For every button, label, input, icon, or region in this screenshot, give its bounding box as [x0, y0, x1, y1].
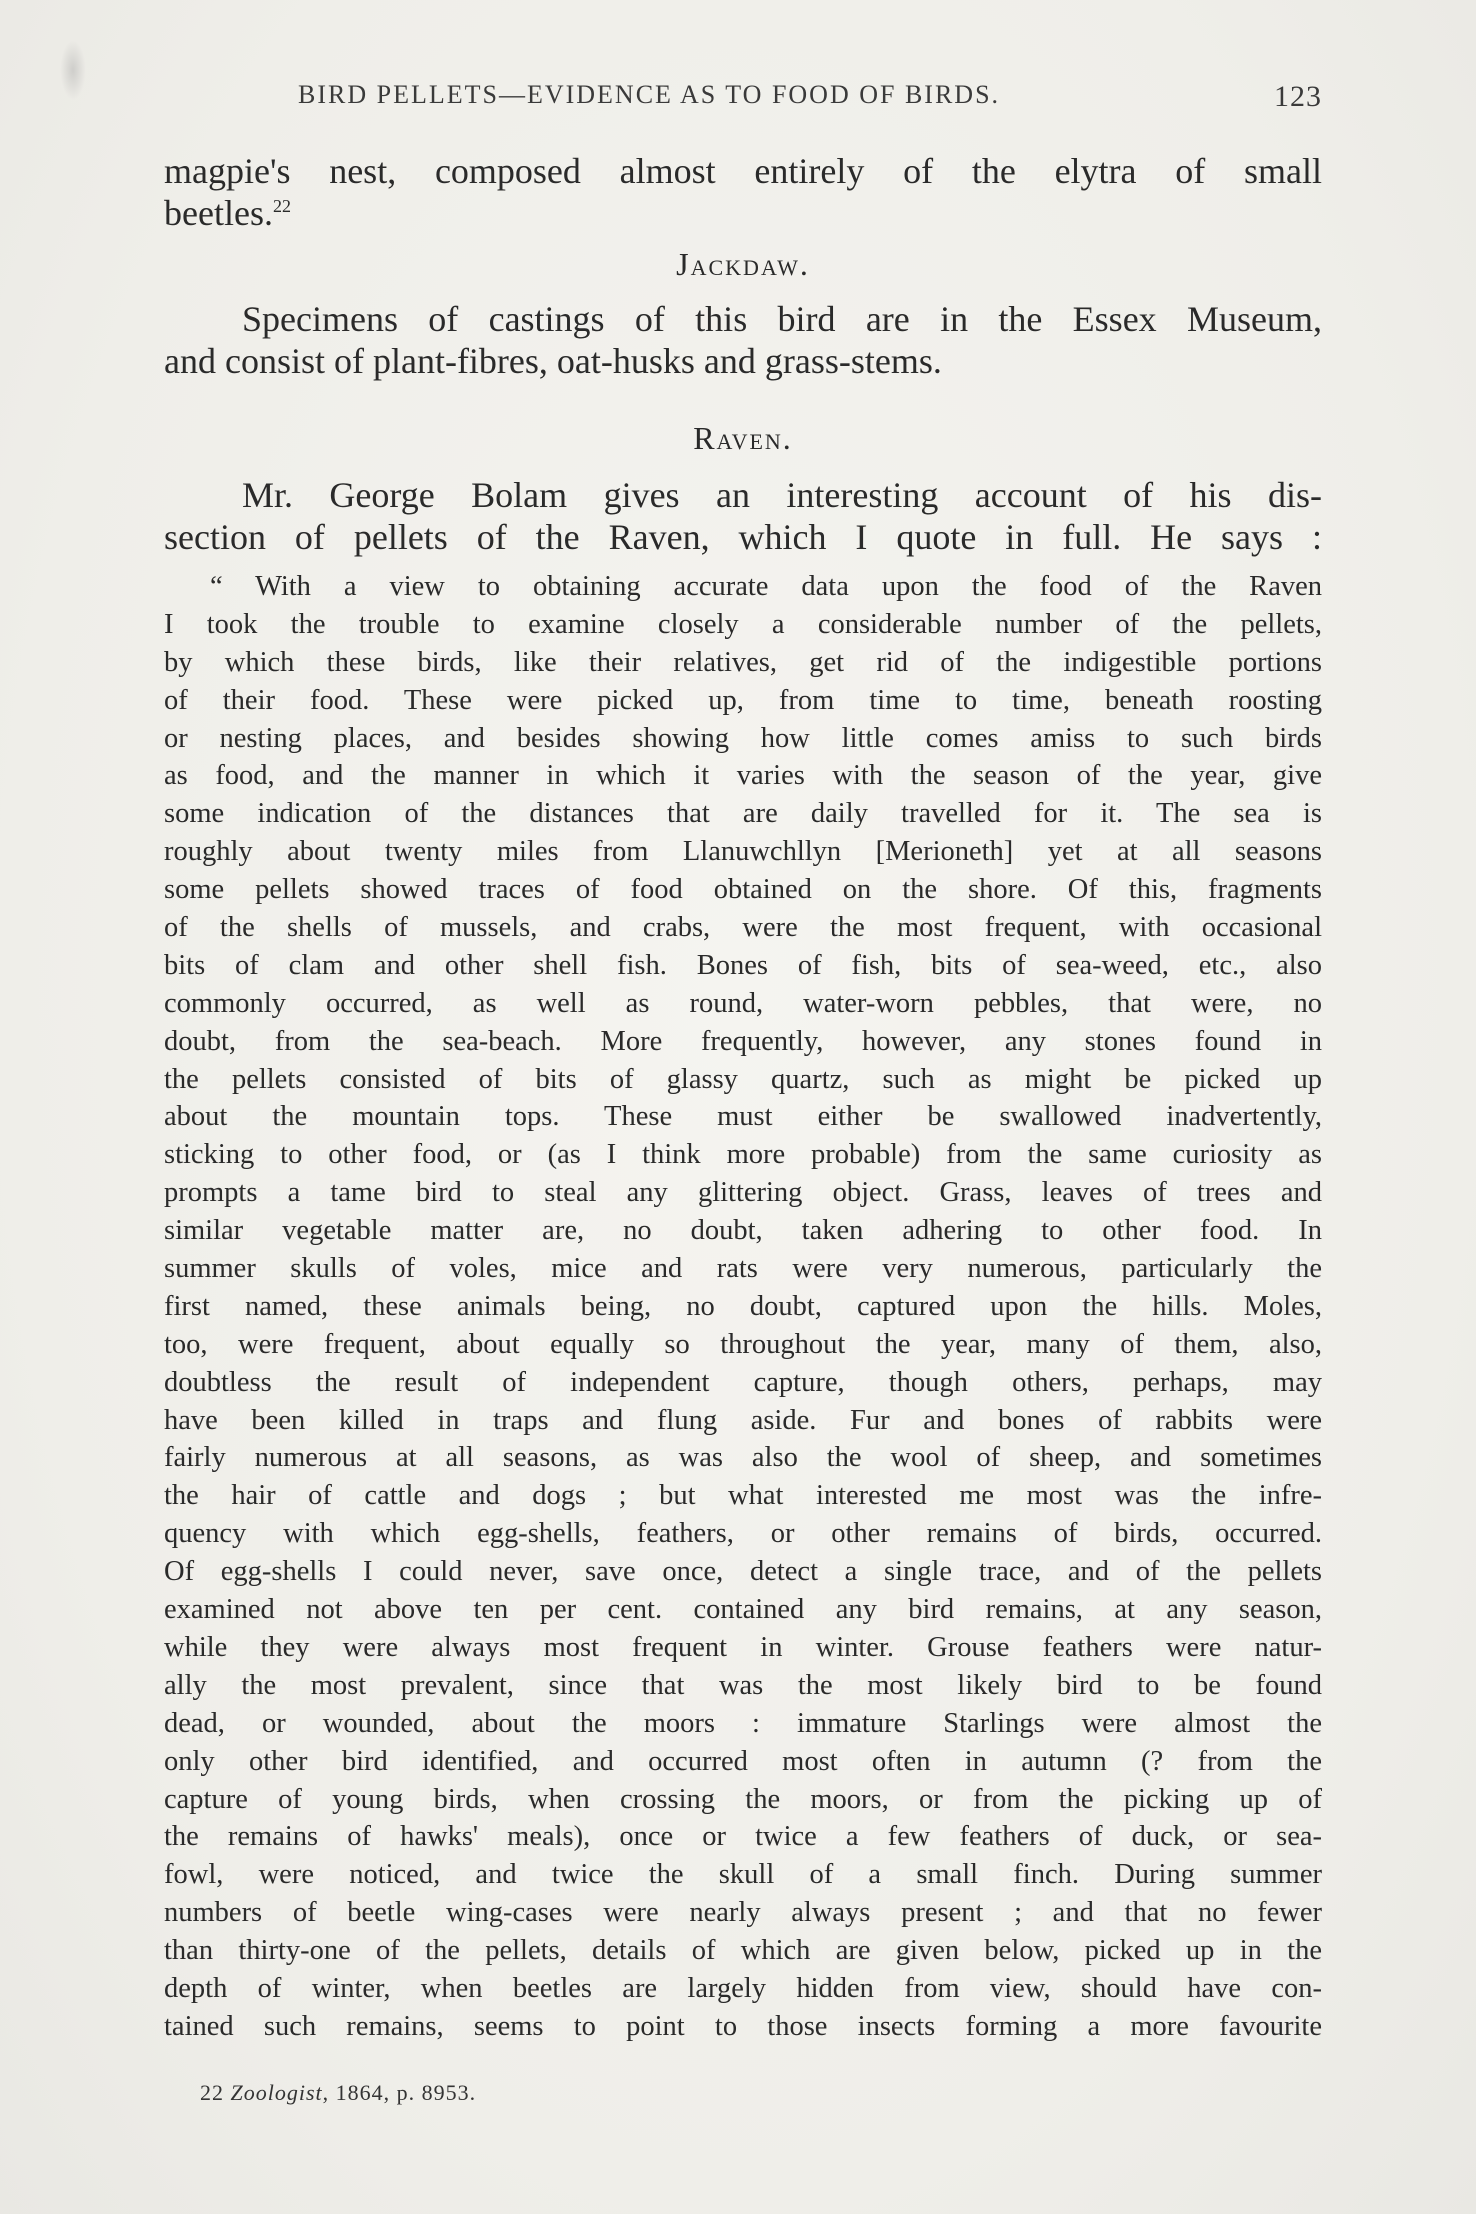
- quote-line: numbers of beetle wing-cases were nearly always present ; and that no fewer: [164, 1897, 1322, 1929]
- text-fragment: beetles.: [164, 193, 273, 233]
- text-line: magpie's nest, composed almost entirely of the elytra of small: [164, 151, 1322, 191]
- quote-line: by which these birds, like their relatives, get rid of the indigestible portions: [164, 646, 1322, 678]
- quote-line: too, were frequent, about equally so throughout the year, many of them, also,: [164, 1328, 1322, 1360]
- intro-paragraph: [164, 150, 1322, 234]
- quote-line: quency with which egg-shells, feathers, or other remains of birds, occurred.: [164, 1518, 1322, 1550]
- quote-line: Of egg-shells I could never, save once, detect a single trace, and of the pellets: [164, 1556, 1322, 1588]
- quote-line: of the shells of mussels, and crabs, were the most frequent, with occasional: [164, 912, 1322, 944]
- page-blemish: [60, 40, 86, 100]
- quote-line: than thirty-one of the pellets, details of which are given below, picked up in the: [164, 1935, 1322, 1967]
- quote-line: roughly about twenty miles from Llanuwchllyn [Merioneth] yet at all seasons: [164, 836, 1322, 868]
- quote-line: some pellets showed traces of food obtained on the shore. Of this, fragments: [164, 874, 1322, 906]
- footnote-reference: 22: [272, 196, 291, 216]
- quote-line: the hair of cattle and dogs ; but what interested me most was the infre-: [164, 1480, 1322, 1512]
- quote-line: capture of young birds, when crossing the moors, or from the picking up of: [164, 1783, 1322, 1815]
- quote-line: or nesting places, and besides showing how little comes amiss to such birds: [164, 722, 1322, 754]
- quote-line: ally the most prevalent, since that was the most likely bird to be found: [164, 1669, 1322, 1701]
- quote-line: of their food. These were picked up, from time to time, beneath roosting: [164, 684, 1322, 716]
- footnote-number: 22: [200, 2080, 224, 2105]
- quote-line: I took the trouble to examine closely a considerable number of the pellets,: [164, 608, 1322, 640]
- quote-line: sticking to other food, or (as I think more probable) from the same curiosity as: [164, 1139, 1322, 1171]
- quote-line: some indication of the distances that are daily travelled for it. The sea is: [164, 798, 1322, 830]
- text-line: section of pellets of the Raven, which I quote in full. He says :: [164, 517, 1322, 557]
- text-line: and consist of plant-fibres, oat-husks and grass-stems.: [164, 341, 942, 381]
- quote-line: summer skulls of voles, mice and rats were very numerous, particularly the: [164, 1253, 1322, 1285]
- jackdaw-paragraph: [164, 298, 1322, 382]
- text-line: [164, 192, 1322, 234]
- quote-line: about the mountain tops. These must either be swallowed inadvertently,: [164, 1101, 1322, 1133]
- quote-line: the pellets consisted of bits of glassy quartz, such as might be picked up: [164, 1063, 1322, 1095]
- footnote-details: , 1864, p. 8953.: [322, 2080, 477, 2105]
- section-heading-raven: Raven.: [693, 420, 793, 456]
- bolam-quotation: [164, 568, 1322, 2046]
- page-number: 123: [1274, 80, 1322, 113]
- quote-line: depth of winter, when beetles are largely hidden from view, should have con-: [164, 1972, 1322, 2004]
- footnote: [200, 2080, 476, 2106]
- quote-line: examined not above ten per cent. contained any bird remains, at any season,: [164, 1594, 1322, 1626]
- text-line: Specimens of castings of this bird are in the Essex Museum,: [242, 299, 1322, 339]
- running-header: [298, 80, 1322, 120]
- quote-line: doubtless the result of independent capture, though others, perhaps, may: [164, 1366, 1322, 1398]
- quote-line: as food, and the manner in which it varies with the season of the year, give: [164, 760, 1322, 792]
- quote-line: only other bird identified, and occurred most often in autumn (? from the: [164, 1745, 1322, 1777]
- quote-line: while they were always most frequent in winter. Grouse feathers were natur-: [164, 1631, 1322, 1663]
- quote-line: fairly numerous at all seasons, as was also the wool of sheep, and sometimes: [164, 1442, 1322, 1474]
- quote-line: tained such remains, seems to point to those insects forming a more favourite: [164, 2010, 1322, 2042]
- quote-line: first named, these animals being, no doubt, captured upon the hills. Moles,: [164, 1290, 1322, 1322]
- quote-line: have been killed in traps and flung aside. Fur and bones of rabbits were: [164, 1404, 1322, 1436]
- running-title: BIRD PELLETS—EVIDENCE AS TO FOOD OF BIRDS.: [298, 80, 1001, 109]
- quote-line: bits of clam and other shell fish. Bones of fish, bits of sea-weed, etc., also: [164, 949, 1322, 981]
- quote-line: prompts a tame bird to steal any glittering object. Grass, leaves of trees and: [164, 1177, 1322, 1209]
- footnote-source: Zoologist: [230, 2080, 323, 2105]
- raven-intro-paragraph: [164, 474, 1322, 558]
- quote-line: the remains of hawks' meals), once or twice a few feathers of duck, or sea-: [164, 1821, 1322, 1853]
- text-line: Mr. George Bolam gives an interesting account of his dis-: [242, 475, 1322, 515]
- quote-line: dead, or wounded, about the moors : immature Starlings were almost the: [164, 1707, 1322, 1739]
- quote-line: fowl, were noticed, and twice the skull of a small finch. During summer: [164, 1859, 1322, 1891]
- quote-line: commonly occurred, as well as round, water-worn pebbles, that were, no: [164, 987, 1322, 1019]
- quote-line: similar vegetable matter are, no doubt, taken adhering to other food. In: [164, 1215, 1322, 1247]
- section-heading-jackdaw: Jackdaw.: [676, 246, 810, 282]
- quote-line: “ With a view to obtaining accurate data upon the food of the Raven: [210, 571, 1322, 602]
- quote-line: doubt, from the sea-beach. More frequently, however, any stones found in: [164, 1025, 1322, 1057]
